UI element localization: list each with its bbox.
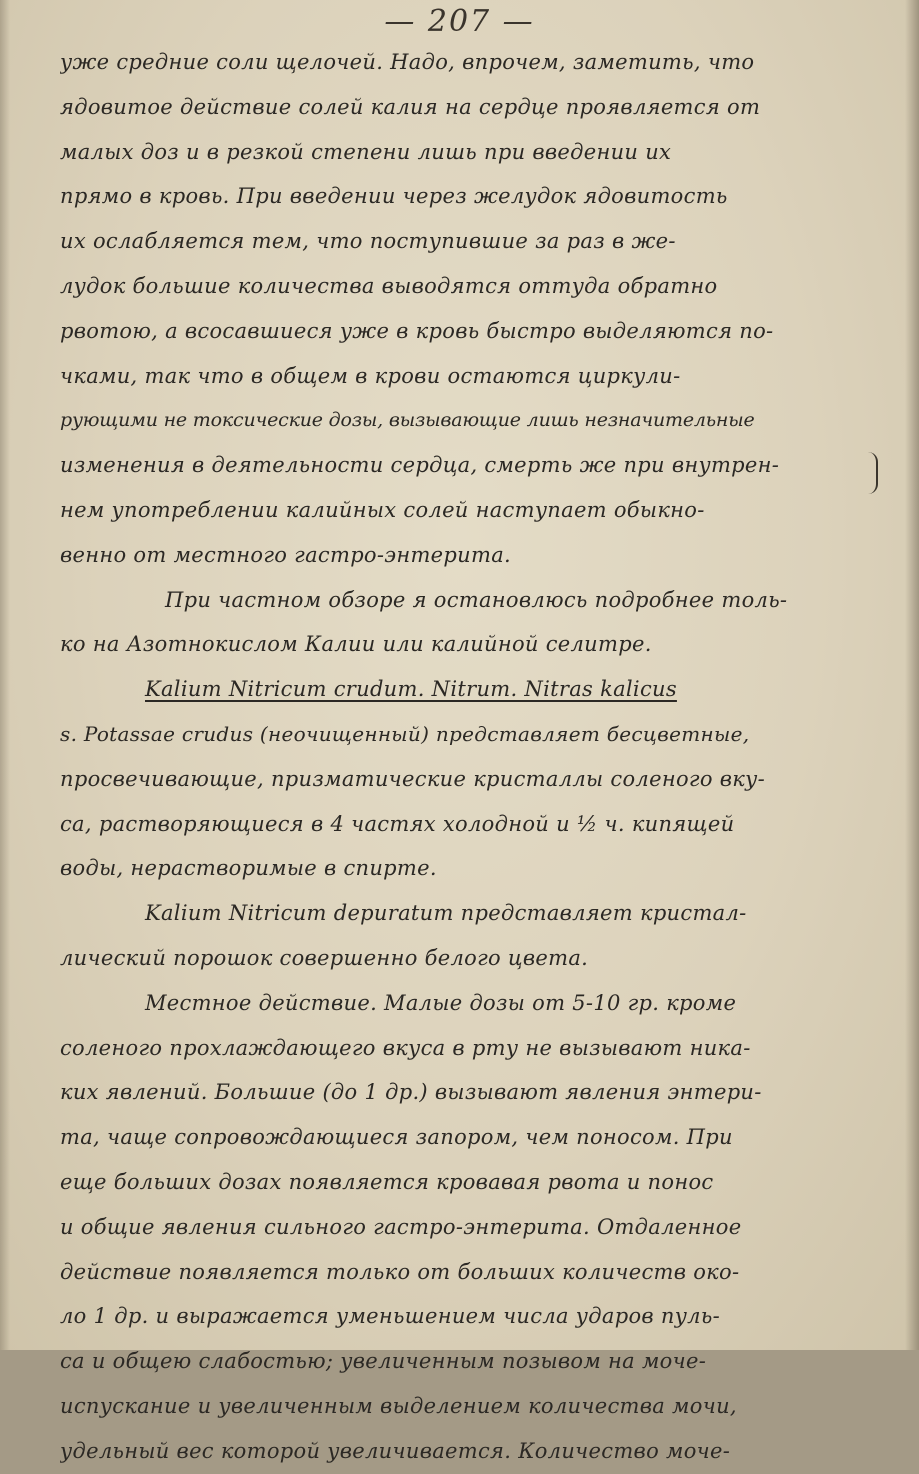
page-number: — 207 — [384,4,535,39]
handwritten-text-body [60,40,870,1474]
text-line: нем употреблении калийных солей наступает обыкно- [60,497,705,522]
text-line: испускание и увеличенным выделением количества мочи, [60,1393,737,1418]
text-line: еще больших дозах появляется кровавая рвота и понос [60,1169,714,1194]
text-line: рвотою, а всосавшиеся уже в кровь быстро выделяются по- [60,318,774,343]
text-line: са, растворяющиеся в 4 частях холодной и ½ ч. кипящей [60,811,735,836]
subheading-line: Местное действие. Малые дозы от 5-10 гр. кроме [145,990,737,1015]
text-line: лический порошок совершенно белого цвета. [60,945,589,970]
text-line: ло 1 др. и выражается уменьшением числа ударов пуль- [60,1304,720,1329]
text-line: их ослабляется тем, что поступившие за раз в же- [60,229,676,254]
text-line: та, чаще сопровождающиеся запором, чем поносом. При [60,1125,733,1150]
text-line: действие появляется только от больших количеств око- [60,1259,740,1284]
text-line: изменения в деятельности сердца, смерть же при внутрен- [60,453,780,478]
section-heading-line [60,667,870,712]
text-line: венно от местного гастро-энтерита. [60,542,511,567]
page-left-edge-shadow [0,0,10,1350]
text-line: уже средние соли щелочей. Надо, впрочем, заметить, что [60,50,755,74]
text-line: малых доз и в резкой степени лишь при введении их [60,139,672,164]
text-line: ядовитое действие солей калия на сердце проявляется от [60,94,761,119]
margin-bracket-mark [866,452,878,494]
text-line: лудок большие количества выводятся оттуда обратно [60,273,718,298]
text-line: Kalium Nitricum depuratum представляет кристал- [145,901,747,926]
text-line: воды, нерастворимые в спирте. [60,856,437,881]
text-line: чками, так что в общем в крови остаются циркули- [60,363,681,388]
text-line: удельный вес которой увеличивается. Количество моче- [60,1438,731,1463]
text-line: ко на Азотнокислом Калии или калийной селитре. [60,632,652,657]
section-heading-text: Kalium Nitricum crudum. Nitrum. Nitras kalicus [145,677,677,702]
text-line: просвечивающие, призматические кристаллы соленого вку- [60,766,765,791]
text-line: прямо в кровь. При введении через желудок ядовитость [60,184,728,209]
text-line: ких явлений. Большие (до 1 др.) вызывают явления энтери- [60,1080,762,1105]
text-line: и общие явления сильного гастро-энтерита. Отдаленное [60,1214,742,1239]
text-line: s. Potassae crudus (неочищенный) представляет бесцветные, [60,721,750,746]
text-line: са и общею слабостью; увеличенным позывом на моче- [60,1349,707,1374]
text-line: соленого прохлаждающего вкуса в рту не вызывают ника- [60,1035,751,1060]
text-line: рующими не токсические дозы, вызывающие лишь незначительные [60,409,755,432]
page-right-edge-shadow [905,0,919,1350]
text-line: При частном обзоре я остановлюсь подробнее толь- [165,587,788,612]
